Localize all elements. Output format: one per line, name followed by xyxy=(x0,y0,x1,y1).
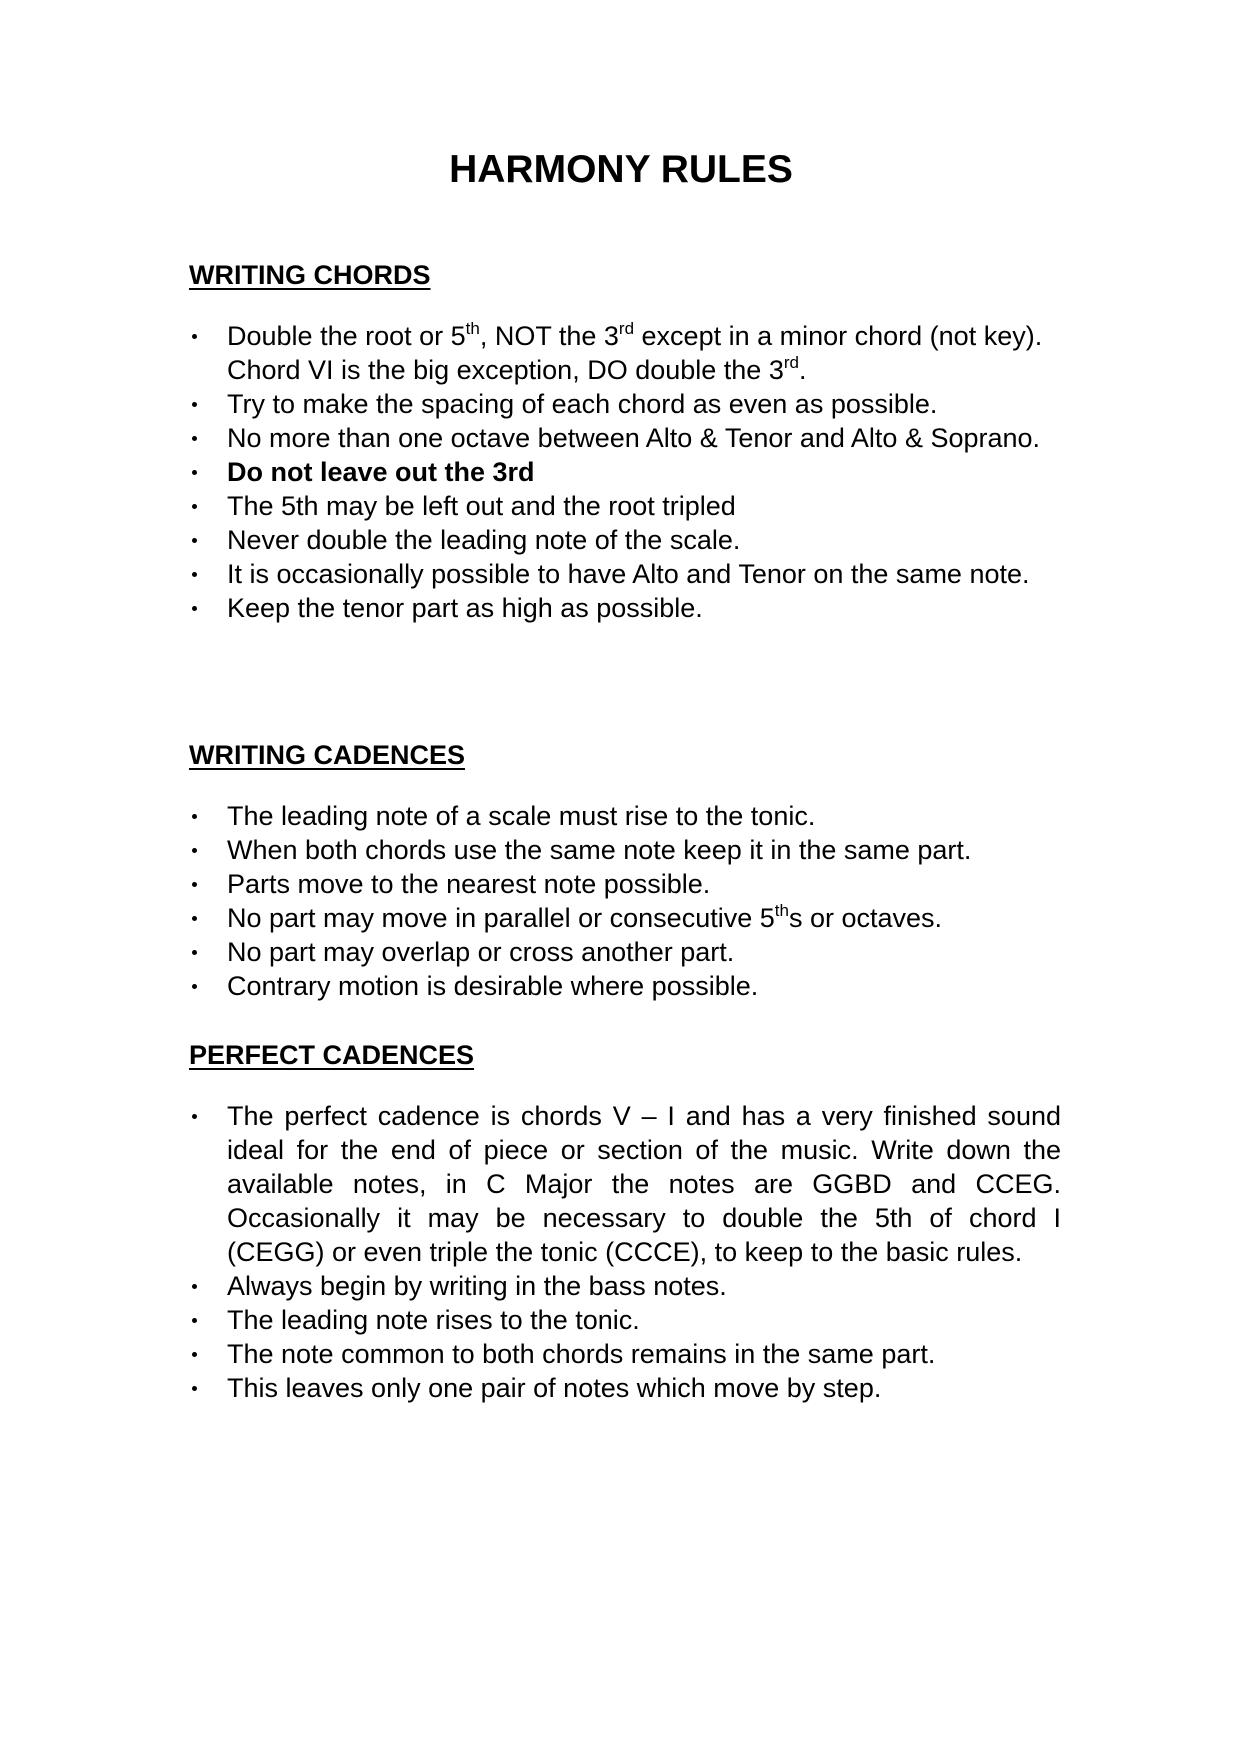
rule-list-writing-chords xyxy=(189,319,1061,625)
list-item: Contrary motion is desirable where possible. xyxy=(189,969,1061,1003)
list-item: Parts move to the nearest note possible. xyxy=(189,867,1061,901)
list-item: This leaves only one pair of notes which move by step. xyxy=(189,1371,1061,1405)
rule-text: No part may move in parallel or consecutive 5 xyxy=(227,903,775,933)
list-item: Try to make the spacing of each chord as even as possible. xyxy=(189,387,1061,421)
rule-text: Chord VI is the big exception, DO double the 3 xyxy=(227,355,784,385)
rule-list-writing-cadences xyxy=(189,799,1061,1003)
rule-text: Double the root or 5 xyxy=(227,321,466,351)
list-item: The leading note rises to the tonic. xyxy=(189,1303,1061,1337)
rule-text: s or octaves. xyxy=(788,903,943,933)
list-item: The note common to both chords remains in the same part. xyxy=(189,1337,1061,1371)
rule-text: . xyxy=(798,355,807,385)
list-item xyxy=(189,901,1061,935)
ordinal-suffix: th xyxy=(774,901,789,920)
list-item: Keep the tenor part as high as possible. xyxy=(189,591,1061,625)
section-heading-perfect-cadences: PERFECT CADENCES xyxy=(189,1040,475,1070)
list-item: The 5th may be left out and the root tripled xyxy=(189,489,1061,523)
ordinal-suffix: rd xyxy=(618,319,635,338)
list-item: It is occasionally possible to have Alto and Tenor on the same note. xyxy=(189,557,1061,591)
rule-continuation xyxy=(227,353,1061,387)
rule-list-perfect-cadences xyxy=(189,1099,1061,1405)
rule-text: , NOT the 3 xyxy=(479,321,619,351)
rule-text: except in a minor chord (not key). xyxy=(634,321,1043,351)
list-item: No more than one octave between Alto & Tenor and Alto & Soprano. xyxy=(189,421,1061,455)
section-heading-writing-cadences: WRITING CADENCES xyxy=(189,740,465,770)
list-item: No part may overlap or cross another part. xyxy=(189,935,1061,969)
ordinal-suffix: th xyxy=(465,319,480,338)
page-title: HARMONY RULES xyxy=(449,148,793,191)
list-item xyxy=(189,319,1061,387)
section-heading-writing-chords: WRITING CHORDS xyxy=(189,260,431,290)
list-item: The perfect cadence is chords V – I and has a very finished sound ideal for the end of piece or section of the music. Write down the available notes, in C Major the notes are GGBD and CCEG. Occasionally it may be necessary to double the 5th of chord I (CEGG) or even triple the tonic (CCCE), to keep to the basic rules. xyxy=(189,1099,1061,1269)
list-item: Do not leave out the 3rd xyxy=(189,455,1061,489)
list-item: When both chords use the same note keep it in the same part. xyxy=(189,833,1061,867)
list-item: The leading note of a scale must rise to the tonic. xyxy=(189,799,1061,833)
ordinal-suffix: rd xyxy=(783,353,799,372)
list-item: Always begin by writing in the bass notes. xyxy=(189,1269,1061,1303)
list-item: Never double the leading note of the scale. xyxy=(189,523,1061,557)
